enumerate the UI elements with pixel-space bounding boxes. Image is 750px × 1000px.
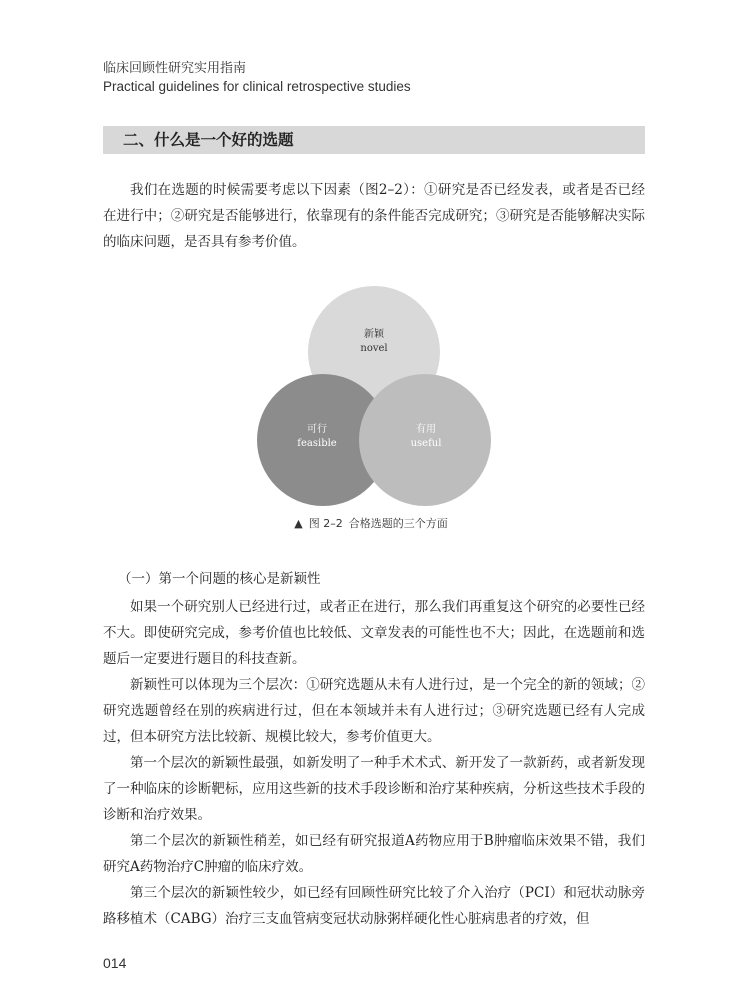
figure-caption: [103, 515, 645, 531]
venn-diagram: [254, 276, 494, 516]
body-text: [103, 594, 645, 932]
venn-label-useful-en: useful: [410, 438, 442, 449]
book-title-en: Practical guidelines for clinical retrospective studies: [103, 79, 411, 94]
subsection-heading: （一）第一个问题的核心是新颖性: [118, 571, 321, 587]
venn-label-novel-zh: 新颖: [364, 329, 384, 340]
caption-number: 图 2–2: [308, 517, 343, 530]
running-header: [103, 60, 663, 96]
intro-paragraph: 我们在选题的时候需要考虑以下因素（图2–2）：①研究是否已经发表，或者是否已经在进行中；②研究是否能够进行，依靠现有的条件能否完成研究；③研究是否能够解决实际的临床问题，是否具有参考价值。: [103, 182, 645, 250]
paragraph: 如果一个研究别人已经进行过，或者正在进行，那么我们再重复这个研究的必要性已经不大。即使研究完成，参考价值也比较低、文章发表的可能性也不大；因此，在选题前和选题后一定要进行题目的科技查新。: [103, 599, 645, 667]
section-heading: 二、什么是一个好的选题: [103, 126, 645, 154]
venn-label-feasible-en: feasible: [297, 438, 337, 449]
venn-label-feasible-zh: 可行: [307, 424, 327, 435]
page-number: 014: [103, 955, 127, 971]
caption-triangle-icon: ▲: [294, 517, 303, 530]
venn-label-useful-zh: 有用: [416, 424, 436, 435]
paragraph: 新颖性可以体现为三个层次：①研究选题从未有人进行过，是一个完全的新的领域；②研究选题曾经在别的疾病进行过，但在本领域并未有人进行过；③研究选题已经有人完成过，但本研究方法比较新、规模比较大，参考价值更大。: [103, 677, 645, 745]
book-title-zh: 临床回顾性研究实用指南: [103, 61, 247, 76]
paragraph: 第三个层次的新颖性较少，如已经有回顾性研究比较了介入治疗（PCI）和冠状动脉旁路移植术（CABG）治疗三支血管病变冠状动脉粥样硬化性心脏病患者的疗效，但: [103, 885, 645, 927]
caption-text: 合格选题的三个方面: [348, 517, 448, 530]
venn-label-novel-en: novel: [360, 343, 388, 354]
paragraph: 第二个层次的新颖性稍差，如已经有研究报道A药物应用于B肿瘤临床效果不错，我们研究A药物治疗C肿瘤的临床疗效。: [103, 833, 645, 875]
paragraph: 第一个层次的新颖性最强，如新发明了一种手术术式、新开发了一款新药，或者新发现了一种临床的诊断靶标，应用这些新的技术手段诊断和治疗某种疾病，分析这些技术手段的诊断和治疗效果。: [103, 755, 645, 823]
